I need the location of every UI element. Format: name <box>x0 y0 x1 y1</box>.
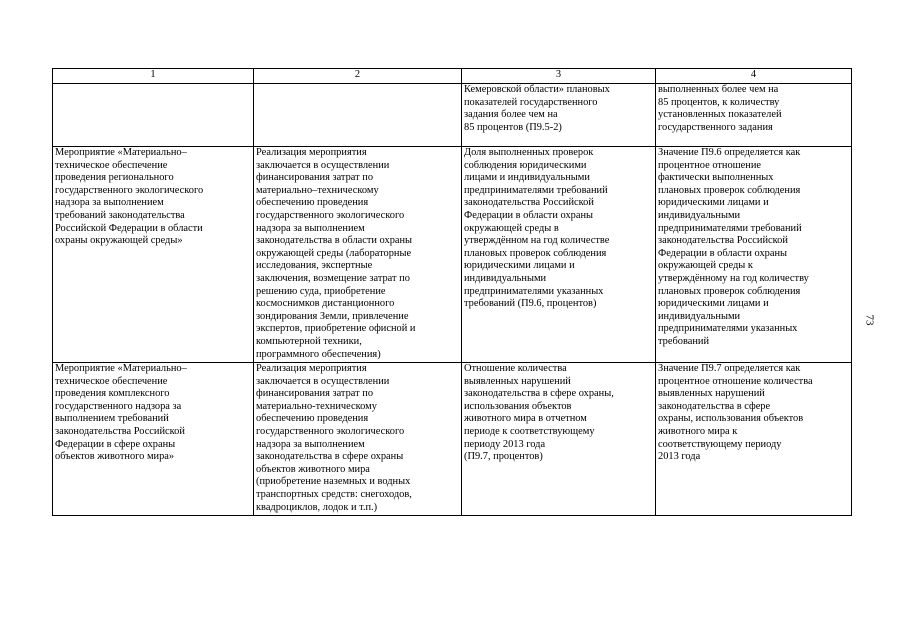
table-cell-method <box>656 363 852 516</box>
table-cell-description <box>254 363 462 516</box>
table-row <box>53 147 852 363</box>
table-cell-description <box>254 84 462 147</box>
column-header-2: 2 <box>254 69 462 84</box>
table-cell-activity <box>53 84 254 147</box>
cell-text: Реализация мероприятия заключается в осуществлении финансирования затрат по материально-техническому обеспечению проведения государственного экологического надзора за выполнением законодательства в сфере охраны объектов животного мира (приобретение наземных и водных транспортных средств: снегоходов, квадроциклов, лодок и т.п.) <box>256 363 412 513</box>
table-row <box>53 363 852 516</box>
cell-text: Значение П9.6 определяется как процентное отношение фактически выполненных плановых проверок соблюдения юридическими лицами и индивидуальными предпринимателями требований законодательства Российской Федерации в области охраны окружающей среды к утверждённому на год количеству плановых проверок соблюдения юридическими лицами и индивидуальными предпринимателями указанных требований <box>658 147 809 347</box>
header-row <box>53 69 852 84</box>
table-cell-description <box>254 147 462 363</box>
cell-text: выполненных более чем на 85 процентов, к количеству установленных показателей государственного задания <box>658 84 782 133</box>
page-number: 73 <box>863 314 876 326</box>
cell-text: Мероприятие «Материально– техническое обеспечение проведения комплексного государственного надзора за выполнением требований законодательства Российской Федерации в сфере охраны объектов животного мира» <box>55 363 187 463</box>
cell-text: Значение П9.7 определяется как процентное отношение количества выявленных нарушений законодательства в сфере охраны, использования объектов животного мира к соответствующему периоду 2013 года <box>658 363 813 463</box>
cell-text: Отношение количества выявленных нарушений законодательства в сфере охраны, использования объектов животного мира в отчетном периоде к соответствующему периоду 2013 года (П9.7, процентов) <box>464 363 614 463</box>
cell-text: Реализация мероприятия заключается в осуществлении финансирования затрат по материально–техническому обеспечению проведения государственного экологического надзора за выполнением законодательства в области охраны окружающей среды (лабораторные исследования, экспертные заключения, возмещение затрат по решению суда, приобретение космоснимков дистанционного зондирования Земли, привлечение экспертов, приобретение офисной и компьютерной техники, программного обеспечения) <box>256 147 416 360</box>
column-header-3: 3 <box>462 69 656 84</box>
table-cell-activity <box>53 363 254 516</box>
column-header-4: 4 <box>656 69 852 84</box>
table-cell-activity <box>53 147 254 363</box>
table-cell-method <box>656 147 852 363</box>
cell-text: Кемеровской области» плановых показателей государственного задания более чем на 85 процентов (П9.5-2) <box>464 84 610 133</box>
table-cell-method <box>656 84 852 147</box>
table-cell-indicator <box>462 363 656 516</box>
cell-text: Мероприятие «Материально– техническое обеспечение проведения регионального государственного экологического надзора за выполнением требований законодательства Российской Федерации в области охраны окружающей среды» <box>55 147 204 247</box>
table-row <box>53 84 852 147</box>
table-cell-indicator <box>462 147 656 363</box>
cell-text: Доля выполненных проверок соблюдения юридическими лицами и индивидуальными предпринимателями требований законодательства Российской Федерации в области охраны окружающей среды в утверждённом на год количестве плановых проверок соблюдения юридическими лицами и индивидуальными предпринимателями указанных требований (П9.6, процентов) <box>464 147 610 310</box>
column-header-1: 1 <box>53 69 254 84</box>
table-cell-indicator <box>462 84 656 147</box>
indicators-table <box>52 68 852 516</box>
